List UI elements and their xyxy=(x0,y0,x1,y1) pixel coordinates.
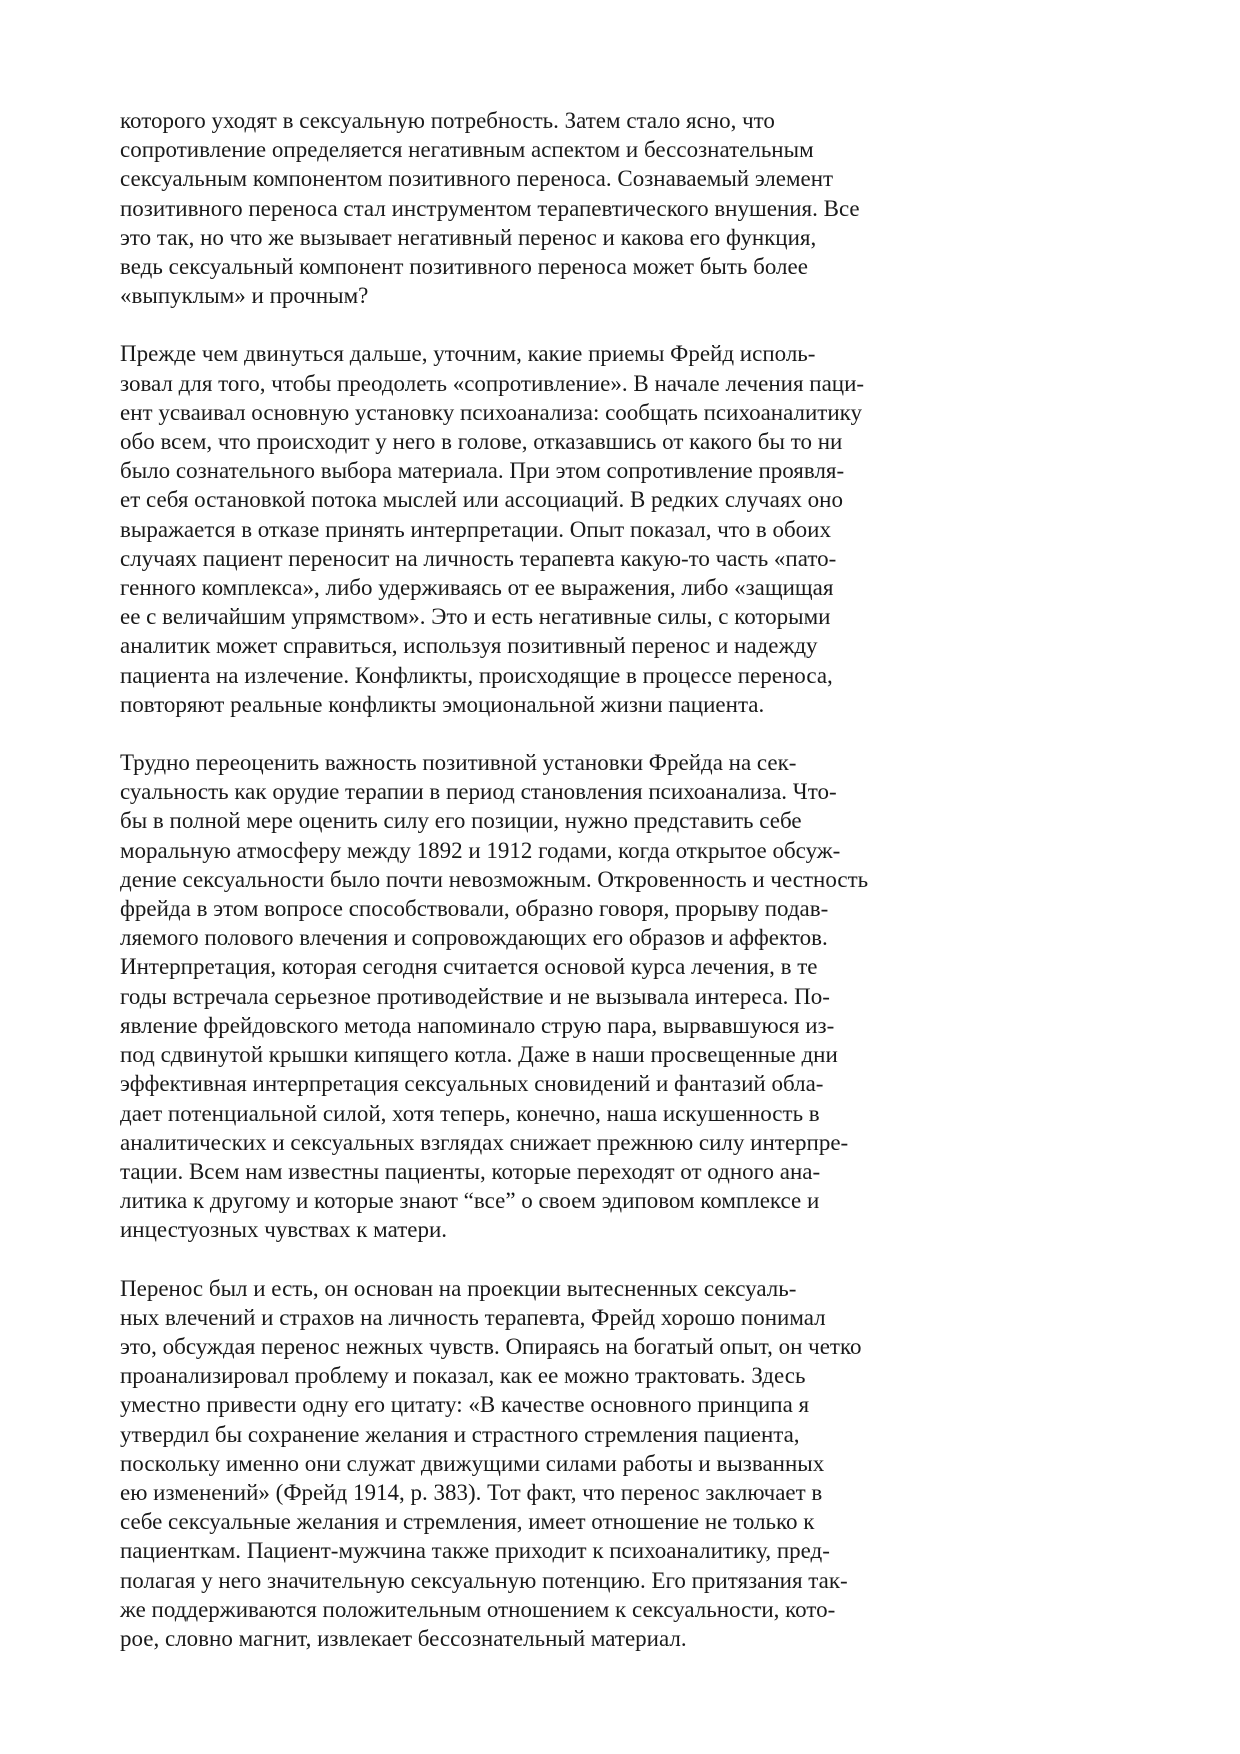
text-line: выражается в отказе принять интерпретации. Опыт показал, что в обоих xyxy=(120,516,831,542)
text-line: дение сексуальности было почти невозможным. Откровенность и честность xyxy=(120,866,869,892)
text-line: себе сексуальные желания и стремления, имеет отношение не только к xyxy=(120,1509,815,1535)
paragraph-4 xyxy=(120,1274,950,1654)
text-line: полагая у него значительную сексуальную потенцию. Его притязания так- xyxy=(120,1567,848,1593)
text-line: это, обсуждая перенос нежных чувств. Опираясь на богатый опыт, он четко xyxy=(120,1333,862,1359)
text-line: случаях пациент переносит на личность терапевта какую-то часть «пато- xyxy=(120,545,837,571)
text-line: годы встречала серьезное противодействие и не вызывала интереса. По- xyxy=(120,983,830,1009)
text-line: зовал для того, чтобы преодолеть «сопротивление». В начале лечения паци- xyxy=(120,370,865,396)
text-line: ее с величайшим упрямством». Это и есть негативные силы, с которыми xyxy=(120,604,831,630)
text-line: аналитических и сексуальных взглядах снижает прежнюю силу интерпре- xyxy=(120,1129,849,1155)
text-line: сопротивление определяется негативным аспектом и бессознательным xyxy=(120,137,814,163)
text-line: ведь сексуальный компонент позитивного переноса может быть более xyxy=(120,254,808,280)
text-line: моральную атмосферу между 1892 и 1912 годами, когда открытое обсуж- xyxy=(120,837,841,863)
text-line: бы в полной мере оценить силу его позиции, нужно представить себе xyxy=(120,808,802,834)
text-line: которого уходят в сексуальную потребность. Затем стало ясно, что xyxy=(120,108,775,133)
paragraph-2 xyxy=(120,339,950,719)
text-line: ляемого полового влечения и сопровождающих его образов и аффектов. xyxy=(120,925,828,951)
text-line: Прежде чем двинуться дальше, уточним, какие приемы Фрейд исполь- xyxy=(120,341,816,367)
text-line: Перенос был и есть, он основан на проекции вытесненных сексуаль- xyxy=(120,1275,797,1301)
text-line: утвердил бы сохранение желания и страстного стремления пациента, xyxy=(120,1421,800,1447)
text-line: ет себя остановкой потока мыслей или ассоциаций. В редких случаях оно xyxy=(120,487,843,513)
text-line: Трудно переоценить важность позитивной установки Фрейда на сек- xyxy=(120,750,797,776)
text-line: ент усваивал основную установку психоанализа: сообщать психоаналитику xyxy=(120,399,862,425)
text-line: аналитик может справиться, используя позитивный перенос и надежду xyxy=(120,633,818,659)
text-line: сексуальным компонентом позитивного переноса. Сознаваемый элемент xyxy=(120,166,834,192)
paragraph-1 xyxy=(120,106,950,310)
text-line: литика к другому и которые знают “все” о своем эдиповом комплексе и xyxy=(120,1188,820,1214)
text-line: проанализировал проблему и показал, как ее можно трактовать. Здесь xyxy=(120,1363,806,1389)
text-line: пациенткам. Пациент-мужчина также приходит к психоаналитику, пред- xyxy=(120,1538,830,1564)
text-line: поскольку именно они служат движущими силами работы и вызванных xyxy=(120,1450,825,1476)
text-line: ных влечений и страхов на личность терапевта, Фрейд хорошо понимал xyxy=(120,1304,826,1330)
text-line: эффективная интерпретация сексуальных сновидений и фантазий обла- xyxy=(120,1071,824,1097)
text-line: ею изменений» (Фрейд 1914, р. 383). Тот факт, что перенос заключает в xyxy=(120,1479,823,1505)
text-line: «выпуклым» и прочным? xyxy=(120,283,369,309)
text-line: это так, но что же вызывает негативный перенос и какова его функция, xyxy=(120,224,817,250)
text-line: уместно привести одну его цитату: «В качестве основного принципа я xyxy=(120,1392,810,1418)
text-line: явление фрейдовского метода напоминало струю пара, вырвавшуюся из- xyxy=(120,1012,835,1038)
text-line: позитивного переноса стал инструментом терапевтического внушения. Все xyxy=(120,195,860,221)
text-line: фрейда в этом вопросе способствовали, образно говоря, прорыву подав- xyxy=(120,896,829,922)
text-line: рое, словно магнит, извлекает бессознательный материал. xyxy=(120,1625,687,1651)
text-line: суальность как орудие терапии в период становления психоанализа. Что- xyxy=(120,779,837,805)
text-line: инцестуозных чувствах к матери. xyxy=(120,1217,448,1243)
document-page xyxy=(120,106,950,1682)
text-line: же поддерживаются положительным отношением к сексуальности, кото- xyxy=(120,1596,836,1622)
text-line: было сознательного выбора материала. При этом сопротивление проявля- xyxy=(120,458,845,484)
text-line: под сдвинутой крышки кипящего котла. Даже в наши просвещенные дни xyxy=(120,1042,838,1068)
paragraph-3 xyxy=(120,748,950,1244)
text-line: дает потенциальной силой, хотя теперь, конечно, наша искушенность в xyxy=(120,1100,820,1126)
text-line: повторяют реальные конфликты эмоциональной жизни пациента. xyxy=(120,691,765,717)
text-line: пациента на излечение. Конфликты, происходящие в процессе переноса, xyxy=(120,662,833,688)
text-line: генного комплекса», либо удерживаясь от ее выражения, либо «защищая xyxy=(120,575,834,601)
text-line: тации. Всем нам известны пациенты, которые переходят от одного ана- xyxy=(120,1158,821,1184)
text-line: обо всем, что происходит у него в голове, отказавшись от какого бы то ни xyxy=(120,429,843,455)
text-line: Интерпретация, которая сегодня считается основой курса лечения, в те xyxy=(120,954,818,980)
